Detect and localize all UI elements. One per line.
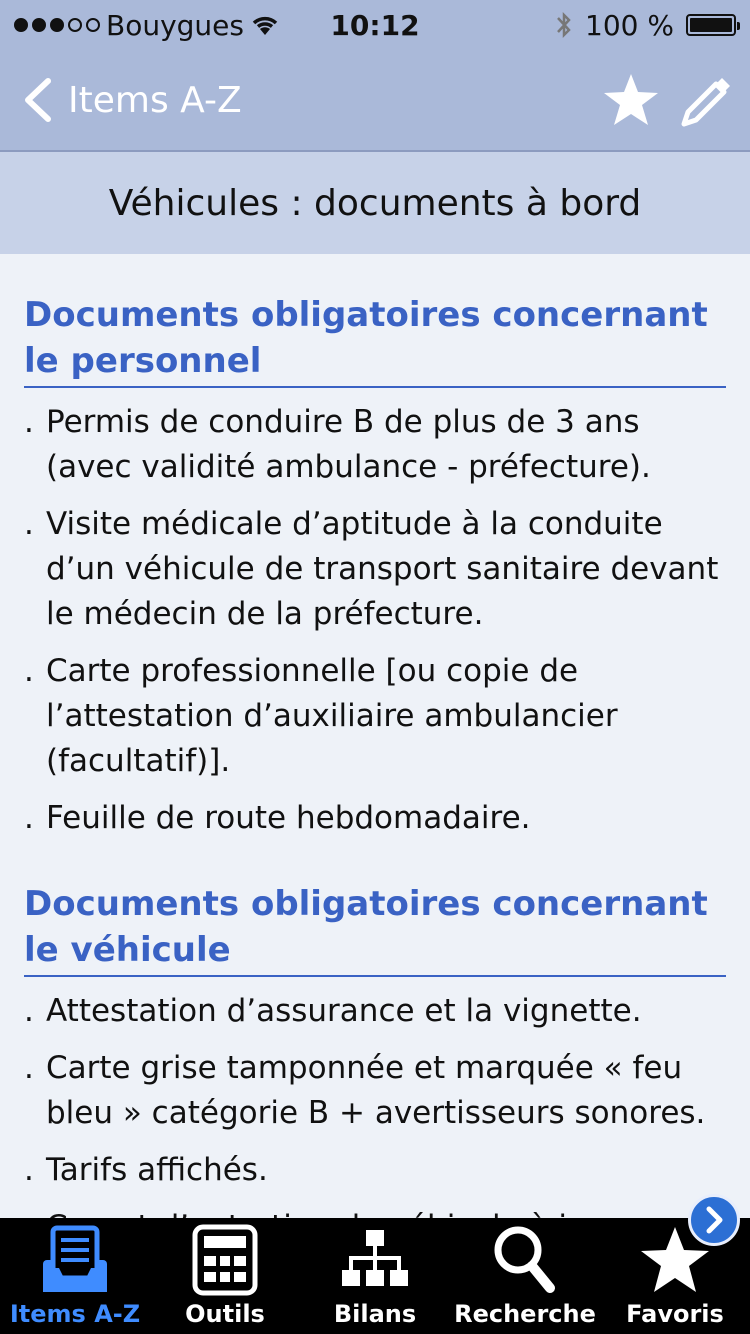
list-item-text: Feuille de route hebdomadaire.: [46, 800, 531, 836]
tab-recherche[interactable]: [450, 1218, 600, 1334]
status-time: 10:12: [330, 8, 420, 42]
document-content[interactable]: [24, 254, 726, 1218]
tab-outils[interactable]: [150, 1218, 300, 1334]
tab-label: Favoris: [626, 1300, 724, 1328]
signal-dot: [50, 18, 64, 32]
list-item: [24, 502, 726, 637]
back-button[interactable]: [18, 75, 242, 125]
section-title-vehicule: Documents obligatoires concernant le véhicule: [24, 881, 726, 977]
tab-label: Items A-Z: [9, 1300, 141, 1328]
bullet: .: [24, 1050, 34, 1086]
nav-bar: [0, 50, 750, 152]
tab-label: Recherche: [454, 1300, 596, 1328]
section-title-personnel: Documents obligatoires concernant le personnel: [24, 292, 726, 388]
signal-icon: [14, 18, 100, 32]
battery-fill: [690, 18, 732, 32]
bullet: .: [24, 653, 34, 689]
bullet: .: [24, 1152, 34, 1188]
signal-dot: [14, 18, 28, 32]
status-right: [555, 9, 736, 42]
nav-actions: [602, 72, 732, 128]
list-item-text: Carte professionnelle [ou copie de l’attestation d’auxiliaire ambulancier (facultatif)].: [46, 653, 618, 779]
list-item: [24, 1148, 726, 1193]
page-title: Véhicules : documents à bord: [0, 152, 750, 254]
bullet: .: [24, 506, 34, 542]
back-label: Items A-Z: [68, 79, 242, 121]
tab-label: Outils: [185, 1300, 265, 1328]
search-icon: [492, 1224, 558, 1296]
list-item: [24, 1046, 726, 1136]
bullet: .: [24, 993, 34, 1029]
list-item-text: Attestation d’assurance et la vignette.: [46, 993, 642, 1029]
hierarchy-icon: [339, 1224, 411, 1296]
carrier-name: Bouygues: [106, 8, 244, 42]
battery-icon: [686, 14, 736, 36]
list-tray-icon: [39, 1224, 111, 1296]
list-item: [24, 796, 726, 841]
list-item-text: Carte grise tamponnée et marquée « feu bleu » catégorie B + avertisseurs sonores.: [46, 1050, 706, 1131]
chevron-right-icon: [701, 1205, 727, 1235]
star-icon[interactable]: [602, 72, 660, 128]
list-item: [24, 989, 726, 1034]
tab-bar: [0, 1218, 750, 1334]
signal-dot: [86, 18, 100, 32]
tab-label: Bilans: [333, 1300, 417, 1328]
battery-percent: 100 %: [585, 8, 674, 42]
section-list-vehicule: [24, 989, 726, 1250]
status-left: [14, 9, 280, 42]
signal-dot: [32, 18, 46, 32]
bullet: .: [24, 800, 34, 836]
list-item-text: Tarifs affichés.: [46, 1152, 268, 1188]
section-list-personnel: [24, 400, 726, 841]
bullet: .: [24, 404, 34, 440]
status-bar: [0, 0, 750, 50]
pencil-icon[interactable]: [678, 72, 732, 128]
signal-dot: [68, 18, 82, 32]
bluetooth-icon: [555, 11, 573, 39]
next-page-button[interactable]: [688, 1194, 740, 1246]
list-item-text: Visite médicale d’aptitude à la conduite d’un véhicule de transport sanitaire devant le médecin de la préfecture.: [46, 506, 719, 632]
list-item: [24, 649, 726, 784]
chevron-left-icon: [18, 75, 60, 125]
list-item-text: Permis de conduire B de plus de 3 ans (avec validité ambulance - préfecture).: [46, 404, 651, 485]
tab-items-a-z[interactable]: [0, 1218, 150, 1334]
list-item: [24, 400, 726, 490]
tab-bilans[interactable]: [300, 1218, 450, 1334]
calculator-icon: [192, 1224, 258, 1296]
wifi-icon: [250, 13, 280, 37]
